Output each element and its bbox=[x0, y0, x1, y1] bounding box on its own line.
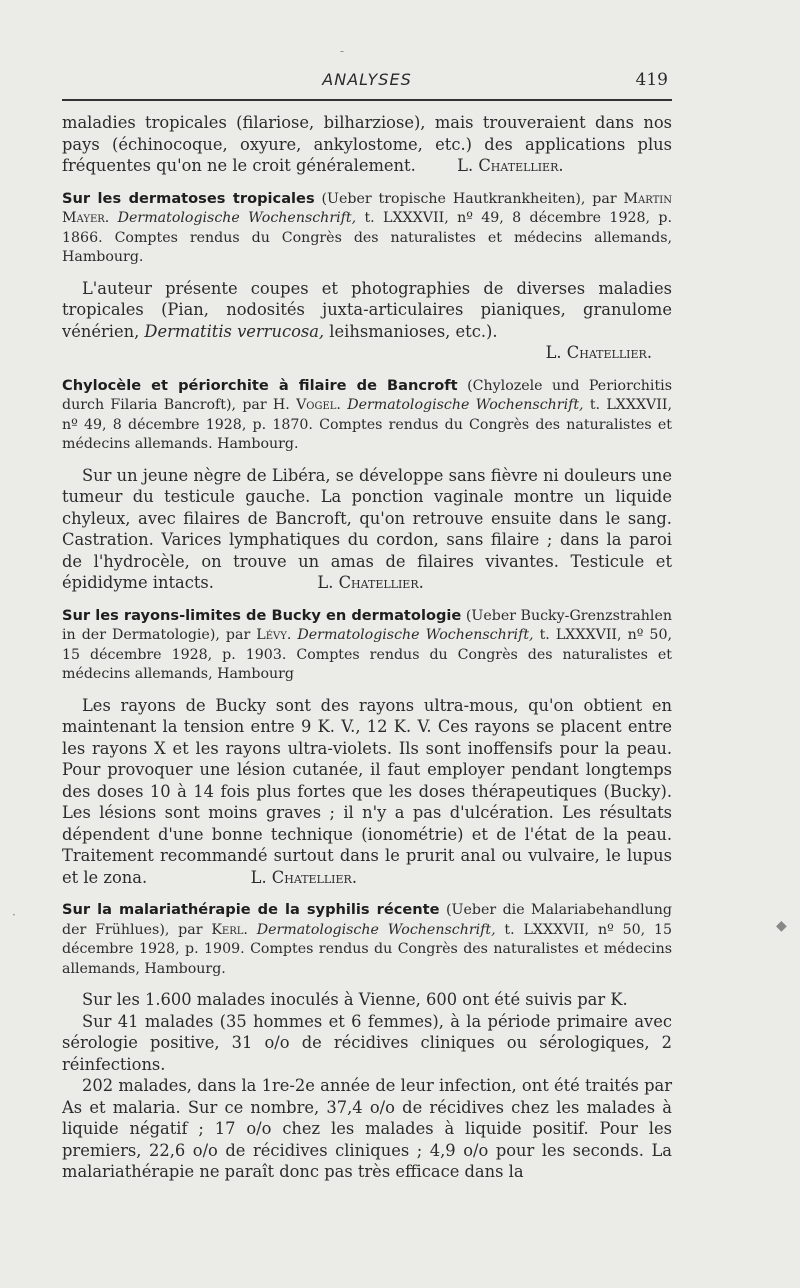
entry-3-ref-b: t. LXXXVII, nº 50, 15 décembre 1928, p. 1903. Comptes rendus du Congrès des naturalistes et médecins allemands, Hambourg bbox=[62, 627, 672, 682]
entry-1-body-italic: Dermatitis verrucosa, bbox=[144, 321, 325, 341]
page-content bbox=[62, 112, 672, 1183]
entry-3-author: Lévy. bbox=[256, 627, 292, 643]
speck-mark: · bbox=[12, 908, 16, 922]
entry-1-signature-line bbox=[62, 342, 672, 364]
entry-4-paragraph-3: 202 malades, dans la 1re-2e année de leur infection, ont été traités par As et malaria. Sur ce nombre, 37,4 o/o de récidives chez les malades à liquide négatif ; 17 o/o chez les malades à liquide positif. Pour les premiers, 22,6 o/o de récidives cliniques ; 4,9 o/o pour les seconds. La malariathérapie ne paraît donc pas très efficace dans la bbox=[62, 1076, 672, 1181]
entry-2-journal: Dermatologische Wochenschrift, bbox=[340, 397, 584, 413]
entry-1-ref-a: (Ueber tropische Hautkrankheiten), par bbox=[314, 190, 624, 207]
entry-1-title: Sur les dermatoses tropicales bbox=[62, 189, 315, 207]
entry-3-title: Sur les rayons-limites de Bucky en dermatologie bbox=[62, 606, 462, 624]
speck-mark: ◆ bbox=[776, 918, 787, 934]
page-number: 419 bbox=[635, 70, 668, 90]
entry-1-ref-b: t. LXXXVII, nº 49, 8 décembre 1928, p. 1866. Comptes rendus du Congrès des naturalistes et médecins allemands, Hambourg. bbox=[62, 210, 672, 265]
lead-text: maladies tropicales (filariose, bilharziose), mais trouveraient dans nos pays (échinocoque, oxyure, ankylostome, etc.) des applications plus fréquentes qu'on ne le croit généralement. bbox=[62, 113, 672, 175]
entry-1-body bbox=[62, 278, 672, 343]
entry-2-author: Vogel. bbox=[296, 397, 341, 413]
lead-signature: L. Chatellier. bbox=[457, 156, 564, 175]
entry-2-ref-b: t. LXXXVII, nº 49, 8 décembre 1928, p. 1870. Comptes rendus du Congrès des naturalistes et médecins allemands. Hambourg. bbox=[62, 397, 673, 452]
entry-4-ref-b: t. LXXXVII, nº 50, 15 décembre 1928, p. 1909. Comptes rendus du Congrès des naturalistes et médecins allemands, Hambourg. bbox=[62, 921, 672, 977]
entry-2-body-text: Sur un jeune nègre de Libéra, se développe sans fièvre ni douleurs une tumeur du testicule gauche. La ponction vaginale montre un liquide chyleux, avec filaires de Bancroft, qu'on retrouve ensuite dans le sang. Castration. Varices lymphatiques du cordon, sans filaire ; dans la paroi de l'hydrocèle, on trouve un amas de filaires vivantes. Testicule et épididyme intacts. bbox=[62, 465, 672, 592]
entry-2-signature: L. Chatellier. bbox=[317, 573, 424, 592]
running-title: ANALYSES bbox=[322, 70, 412, 89]
entry-1-author: Martin Mayer. bbox=[62, 190, 672, 226]
entry-1-heading bbox=[62, 189, 672, 268]
entry-4-paragraph-2: Sur 41 malades (35 hommes et 6 femmes), à la période primaire avec sérologie positive, 31 o/o de récidives cliniques ou sérologiques, 2 réinfections. bbox=[62, 1011, 672, 1074]
entry-4-heading bbox=[62, 900, 672, 979]
entry-3-body-text: Les rayons de Bucky sont des rayons ultra-mous, qu'on obtient en maintenant la tension entre 9 K. V., 12 K. V. Ces rayons se placent entre les rayons X et les rayons ultra-violets. Ils sont inoffensifs pour la peau. Pour provoquer une lésion cutanée, il faut employer pendant longtemps des doses 10 à 14 fois plus fortes que les doses thérapeutiques (Bucky). Les lésions sont moins graves ; il n'y a pas d'ulcération. Les résultats dépendent d'une bonne technique (ionométrie) et de l'état de la peau. Traitement recommandé surtout dans le prurit anal ou vulvaire, le lupus et le zona. bbox=[62, 695, 672, 887]
entry-1-body-a: L'auteur présente coupes et photographies de diverses maladies tropicales (Pian, nodosités juxta-articulaires pianiques, granulome vénérien, bbox=[62, 278, 672, 341]
entry-4-journal: Dermatologische Wochenschrift, bbox=[247, 921, 496, 938]
entry-2-heading bbox=[62, 376, 672, 455]
entry-1-body-b: leihsmanioses, etc.). bbox=[324, 321, 498, 341]
lead-paragraph bbox=[62, 112, 672, 177]
entry-3-heading bbox=[62, 606, 672, 685]
running-header bbox=[62, 66, 672, 92]
entry-4-author: Kerl. bbox=[211, 921, 248, 938]
speck-mark: - bbox=[340, 44, 345, 58]
entry-4-paragraph-1: Sur les 1.600 malades inoculés à Vienne, 600 ont été suivis par K. bbox=[82, 990, 628, 1009]
entry-3-body bbox=[62, 695, 672, 889]
entry-3-journal: Dermatologische Wochenschrift, bbox=[291, 627, 534, 643]
entry-1-signature: L. Chatellier. bbox=[545, 343, 652, 362]
entry-3-signature: L. Chatellier. bbox=[250, 867, 358, 887]
entry-2-body bbox=[62, 465, 672, 594]
entry-2-ref-a: (Chylozele und Periorchitis durch Filaria Bancroft), par H. bbox=[62, 377, 672, 413]
entry-4-ref-a: (Ueber die Malariabehandlung der Frühlues), par bbox=[62, 902, 672, 938]
entry-3-ref-a: (Ueber Bucky-Grenzstrahlen in der Dermatologie), par bbox=[62, 607, 673, 643]
entry-4-title: Sur la malariathérapie de la syphilis récente bbox=[62, 901, 440, 918]
entry-2-title: Chylocèle et périorchite à filaire de Bancroft bbox=[62, 376, 458, 394]
header-rule bbox=[62, 99, 672, 101]
entry-1-journal: Dermatologische Wochenschrift, bbox=[109, 210, 357, 226]
